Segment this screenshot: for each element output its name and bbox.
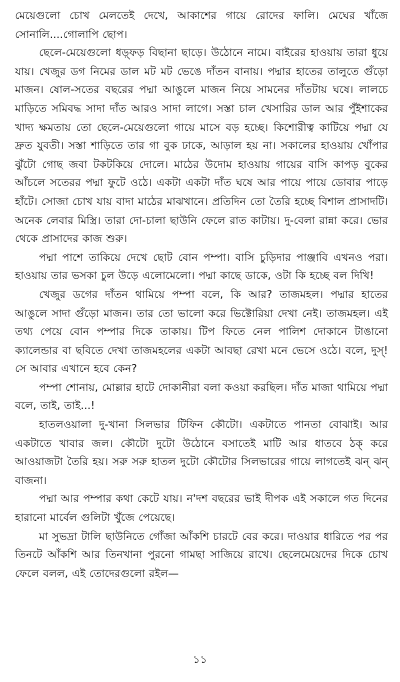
paragraph-mollar-hat: পম্পা শোনায়, মোল্লার হাটে দোকানীরা বলা কওয়া করছিল। দাঁত মাজা থামিয়ে পদ্মা বলে, তাই, তাই...! (15, 381, 388, 413)
paragraph-opening: মেয়েগুলো চোখ মেলতেই দেখে, আকাশের গায়ে রোদের ফালি। মেঘের খাঁজে সোনালি....গোলাপি ছোপ। (15, 10, 388, 41)
paragraph-tajmahal: খেজুর ডগের দাঁতন থামিয়ে পম্পা বলে, কি আর? তাজমহল। পদ্মার হাতের আঙুলে সাদা গুঁড়ো মাজন। তার তো ভালো করে ভিক্টোরিয়া দেখা নেই। তাজমহল। এই তথ্য পেয়ে বোন পম্পার দিকে তাকায়। টিপ ফিতে নেল পালিশ দোকানে টাঙানো ক্যালেন্ডার বা ছবিতে দেখা তাজমহলের একটা আবছা রেখা মনে ভেসে ওঠে। বলে, দুস্‌! সে আবার এখানে হবে কেন? (15, 288, 388, 376)
paragraph-pompa: পদ্মা পাশে তাকিয়ে দেখে ছোট বোন পম্পা। বাসি চুড়িদার পাঞ্জাবি এখনও পরা। হাওয়ায় তার ভসকা চুল উড়ে এলোমেলো। পদ্মা কাছে ডাকে, ওটা কি হচ্ছে বল দিখি! (15, 251, 388, 283)
paragraph-tiffin: হাতলওয়ালা দু-খানা সিলভার টিফিন কৌটো। একটাতে পানতা বোঝাই। আর একটাতে খাবার জল। কৌটো দুটো উঠোনে বসাতেই মাটি আর ধাতবে ঠক্‌ করে আওয়াজটা তৈরি হয়। সরু সরু হাতল দুটো কৌটোর সিলভারের গায়ে লাগতেই ঝন্‌ ঝন্‌ বাজনা। (15, 419, 388, 487)
paragraph-children-wake: ছেলে-মেয়েগুলো ধড়্‌ফড় বিছানা ছাড়ে। উঠোনে নামে। বাইরের হাওয়ায় তারা ধুয়ে যায়। খেজুর ডগ নিমের ডাল মট মট ভেঙে দাঁতন বানায়। পদ্মার হাতের তালুতে গুঁড়ো মাজন। ষোল-সতের বছরের পদ্মা আঙুলে মাজন নিয়ে সামনের দাঁতটায় ঘষে। লালচে মাড়িতে সমিবদ্ধ সাদা দাঁত আরও সাদা লাগে। সস্তা চাল খেসারির ডাল আর পুঁইশাকের খাদ্য ক্ষমতায় তো ছেলে-মেয়েগুলো গায়ে মাসে বড় হচ্ছে। কিশোরীত্ব কাটিয়ে পদ্মা যে দ্রুত যুবতী। সস্তা শাড়িতে তার গা বুক ঢাকে, আড়াল হয় না। সকালের হাওয়ায় খোঁপার ঝুঁটো গোছ জবা টকটকিয়ে দোলে। মাঠের উদোম হাওয়ায় গায়ের বাসি কাপড় বুকের আঁচলে সতেরর পদ্মা ফুটে ওঠে। একটা একটা দাঁত ঘষে আর পায়ে পায়ে ডোবার পাড়ে হাঁটে। সোজা চোখ যায় বাদা মাঠের মাঝখানে। প্রতিদিন তো তৈরি হচ্ছে বিশাল প্রাসাদটি। অনেক লেবার মিস্ত্রি। তারা দো-চালা ছাউনি ফেলে রাত কাটায়। দু-বেলা রান্না করে। ভোর থেকে প্রাসাদের কাজ শুরু। (15, 47, 388, 246)
paragraph-dipak: পদ্মা আর পম্পার কথা কেটে যায়। ন'দশ বছরের ভাই দীপক এই সকালে গত দিনের হারানো মার্বেল গুলিটা খুঁজে পেয়েছে। (15, 493, 388, 525)
paragraph-subhadra: মা সুভদ্রা টালি ছাউনিতে গোঁজা আঁকশি চারটে বের করে। দাওয়ার ধারিতে পর পর তিনটে আঁকশি আর তিনখানা পুরনো গামছা সাজিয়ে রাখে। ছেলেমেয়েদের দিকে চোখ ফেলে বলল, এই তোদেরগুলো রইল— (15, 530, 388, 580)
page-number: ১১ (192, 653, 208, 666)
